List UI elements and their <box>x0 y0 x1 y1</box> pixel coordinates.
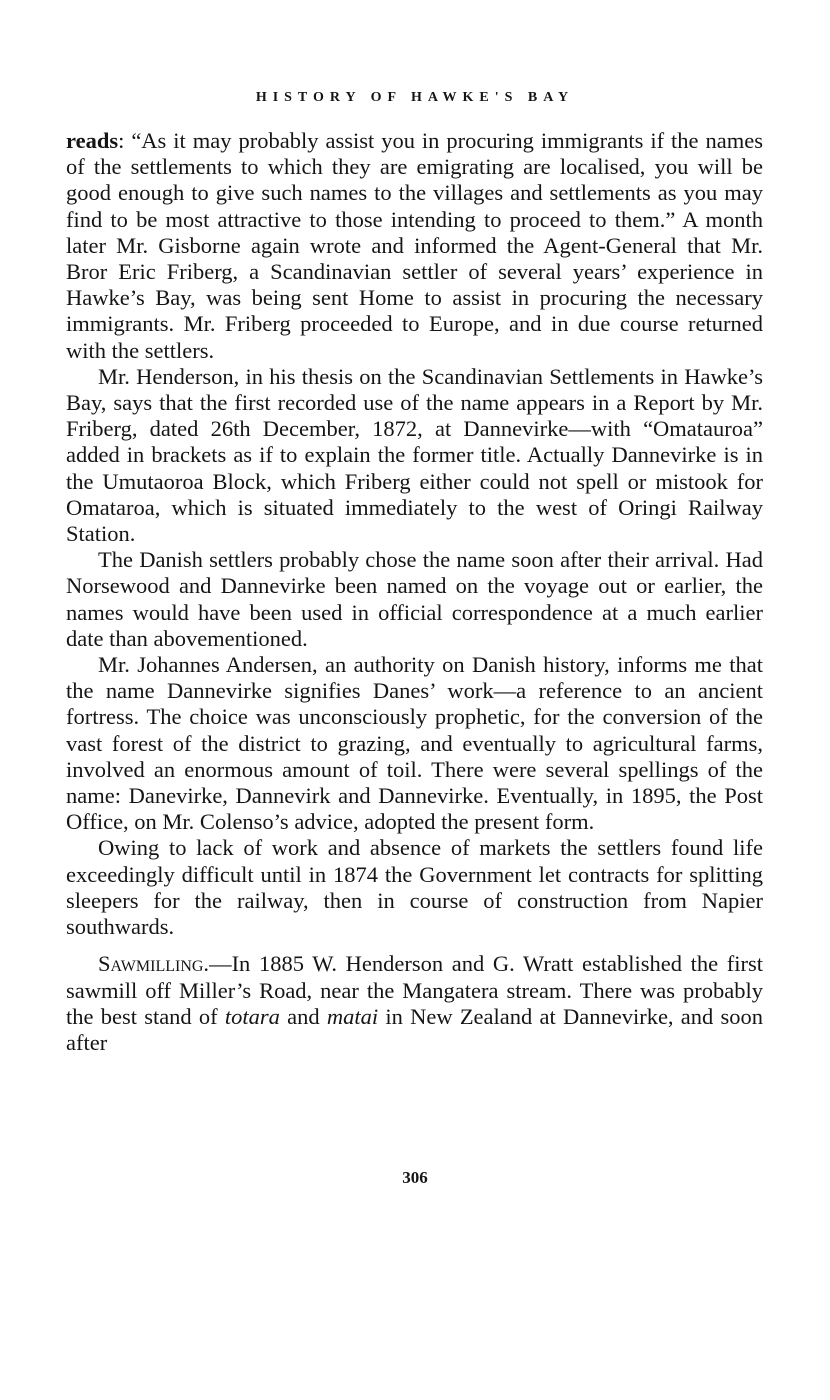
page-number: 306 <box>402 1168 428 1187</box>
italic-term-matai: matai <box>326 1003 379 1029</box>
paragraph-1-text: : “As it may probably assist you in procuring immigrants if the names of the settlements to which they are emigrating are localised, you will be good enough to give such names to the villages and settlements as you may find to be most attractive to those intending to proceed to them.” A month later Mr. Gisborne again wrote and informed the Agent-General that Mr. Bror Eric Friberg, a Scandinavian settler of several years’ experience in Hawke’s Bay, was being sent Home to assist in procuring the necessary immigrants. Mr. Friberg proceeded to Europe, and in due course returned with the settlers. <box>66 128 763 363</box>
running-head: HISTORY OF HAWKE'S BAY <box>255 90 575 105</box>
paragraph-6-text-b: and <box>279 1003 327 1029</box>
paragraph-4: Mr. Johannes Andersen, an authority on Danish history, informs me that the name Dannevirke signifies Danes’ work—a reference to an ancient fortress. The choice was unconsciously prophetic, for the conversion of the vast forest of the district to grazing, and eventually to agricultural farms, involved an enormous amount of toil. There were several spellings of the name: Danevirke, Dannevirk and Dannevirke. Eventually, in 1895, the Post Office, on Mr. Colenso’s advice, adopted the present form. <box>66 652 763 835</box>
paragraph-6-text-c: in New Zealand at Dannevirke, and soon after <box>66 1003 764 1055</box>
paragraph-5: Owing to lack of work and absence of markets the settlers found life exceedingly difficult until in 1874 the Government let contracts for splitting sleepers for the railway, then in course of construction from Napier southwards. <box>66 835 763 940</box>
italic-term-totara: totara <box>224 1003 280 1029</box>
paragraph-6 <box>66 951 763 1056</box>
paragraph-3: The Danish settlers probably chose the name soon after their arrival. Had Norsewood and Dannevirke been named on the voyage out or earlier, the names would have been used in official correspondence at a much earlier date than abovementioned. <box>66 547 763 651</box>
body-text <box>66 128 763 1056</box>
paragraph-6-text-a: —In 1885 W. Henderson and G. Wratt established the first sawmill off Miller’s Road, near the Mangatera stream. There was probably the best stand of <box>66 951 763 1029</box>
paragraph-2: Mr. Henderson, in his thesis on the Scandinavian Settlements in Hawke’s Bay, says that the first recorded use of the name appears in a Report by Mr. Friberg, dated 26th December, 1872, at Dannevirke—with “Omatauroa” added in brackets as if to explain the former title. Actually Dannevirke is in the Umutaoroa Block, which Friberg either could not spell or mistook for Omataroa, which is situated immediately to the west of Oringi Railway Station. <box>66 363 763 547</box>
section-heading-sawmilling: Sawmilling. <box>98 951 210 977</box>
paragraph-1 <box>66 128 763 364</box>
paragraph-lead: reads <box>66 128 119 153</box>
